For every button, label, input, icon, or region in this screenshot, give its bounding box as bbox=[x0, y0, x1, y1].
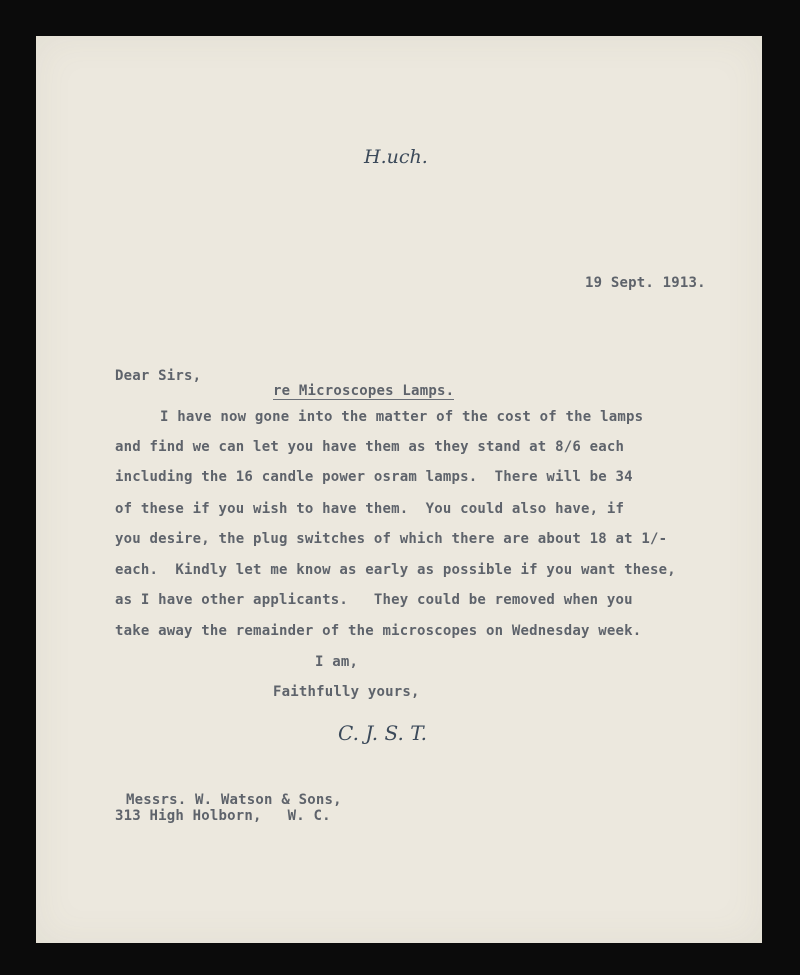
body-line: you desire, the plug switches of which there are about 18 at 1/- bbox=[115, 531, 668, 547]
subject-line: re Microscopes Lamps. bbox=[273, 383, 455, 399]
body-line: of these if you wish to have them. You could also have, if bbox=[115, 501, 625, 517]
salutation: Dear Sirs, bbox=[115, 368, 202, 384]
closing-line: I am, bbox=[315, 654, 359, 670]
address-line: Messrs. W. Watson & Sons, bbox=[126, 792, 342, 808]
signature: C. J. S. T. bbox=[338, 721, 427, 745]
closing-line: Faithfully yours, bbox=[273, 684, 420, 700]
body-line: including the 16 candle power osram lamps. There will be 34 bbox=[115, 469, 633, 485]
body-line: each. Kindly let me know as early as possible if you want these, bbox=[115, 562, 676, 578]
body-line: and find we can let you have them as they stand at 8/6 each bbox=[115, 439, 625, 455]
body-line: as I have other applicants. They could be removed when you bbox=[115, 592, 633, 608]
body-line: take away the remainder of the microscopes on Wednesday week. bbox=[115, 623, 642, 639]
letter-date: 19 Sept. 1913. bbox=[585, 275, 706, 291]
handwritten-annotation: H.uch. bbox=[364, 146, 428, 168]
address-line: 313 High Holborn, W. C. bbox=[115, 808, 331, 824]
body-line: I have now gone into the matter of the cost of the lamps bbox=[160, 409, 644, 425]
